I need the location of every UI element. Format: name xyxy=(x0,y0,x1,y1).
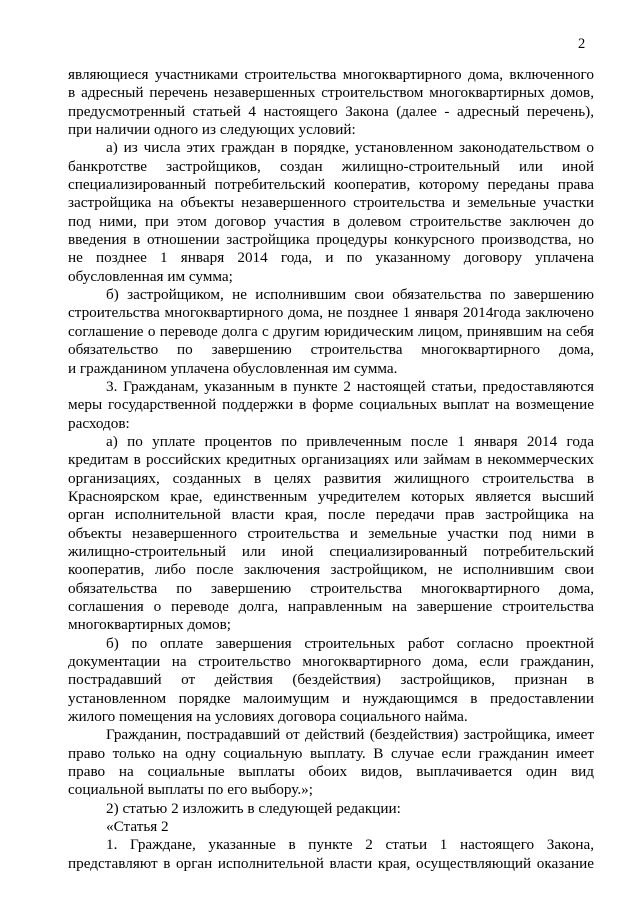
text-line: а) по уплате процентов по привлеченным после 1 января 2014 года xyxy=(106,432,594,450)
text-line: под ними, при этом договор участия в долевом строительстве заключен до xyxy=(68,212,594,230)
text-line: пострадавший от действия (бездействия) застройщиков, признан в xyxy=(68,671,594,689)
text-line: представляют в орган исполнительной власти края, осуществляющий оказание xyxy=(68,854,594,872)
text-line: право на социальные выплаты обоих видов, выплачивается один вид xyxy=(68,763,594,781)
text-line: и гражданином уплачена обусловленная им сумма. xyxy=(68,359,398,377)
text-line: застройщика на объекты незавершенного строительства и земельные участки xyxy=(68,194,594,212)
text-line: специализированный потребительский кооператив, которому переданы права xyxy=(68,176,594,194)
text-line: обусловленная им сумма; xyxy=(68,267,233,285)
text-line: Гражданин, пострадавший от действий (бездействия) застройщика, имеет xyxy=(106,726,594,744)
text-line: меры государственной поддержки в форме социальных выплат на возмещение xyxy=(68,396,594,414)
text-line: в адресный перечень незавершенных строительством многоквартирных домов, xyxy=(68,84,594,102)
text-line: предусмотренный статьей 4 настоящего Закона (далее - адресный перечень), xyxy=(68,102,594,120)
document-body xyxy=(68,66,594,873)
text-line: строительства многоквартирного дома, не позднее 1 января 2014года заключено xyxy=(68,304,594,322)
text-line: соглашения о переводе долга, направленным на завершение строительства xyxy=(68,597,594,615)
text-line: при наличии одного из следующих условий: xyxy=(68,121,356,139)
text-line: орган исполнительной власти края, после передачи прав застройщика на xyxy=(68,506,594,524)
text-line: жилого помещения на условиях договора социального найма. xyxy=(68,708,468,726)
text-line: являющиеся участниками строительства многоквартирного дома, включенного xyxy=(68,66,594,83)
text-line: организациях, созданных в целях развития жилищного строительства в xyxy=(68,469,594,487)
text-line: обязательства по завершению строительства многоквартирного дома, xyxy=(68,579,594,597)
text-line: документации на строительство многоквартирного дома, если гражданин, xyxy=(68,653,594,670)
text-line: а) из числа этих граждан в порядке, установленном законодательством о xyxy=(106,139,594,157)
text-line: 1. Граждане, указанные в пункте 2 статьи 1 настоящего Закона, xyxy=(106,836,594,854)
text-line: обязательство по завершению строительства многоквартирного дома, xyxy=(68,341,594,359)
text-line: расходов: xyxy=(68,414,130,432)
text-line: право только на одну социальную выплату. В случае если гражданин имеет xyxy=(68,744,594,762)
page-number: 2 xyxy=(578,36,586,52)
text-line: Красноярском крае, единственным учредителем которых является высший xyxy=(68,487,594,505)
text-line: банкротстве застройщиков, создан жилищно-строительный или иной xyxy=(68,157,594,175)
text-line: кооператив, либо после заключения застройщиком, не исполнившим свои xyxy=(68,561,594,579)
text-line: жилищно-строительный или иной специализированный потребительский xyxy=(68,542,594,560)
text-line: соглашение о переводе долга с другим юридическим лицом, принявшим на себя xyxy=(68,322,594,340)
text-line: б) по оплате завершения строительных работ согласно проектной xyxy=(106,634,594,652)
text-line: «Статья 2 xyxy=(106,818,169,836)
text-line: объекты незавершенного строительства и земельные участки под ними в xyxy=(68,524,594,542)
text-line: б) застройщиком, не исполнившим свои обязательства по завершению xyxy=(106,286,594,304)
text-line: не позднее 1 января 2014 года, и по указанному договору уплачена xyxy=(68,249,594,267)
text-line: введения в отношении застройщика процедуры конкурсного производства, но xyxy=(68,231,594,249)
text-line: 3. Гражданам, указанным в пункте 2 настоящей статьи, предоставляются xyxy=(106,377,594,395)
text-line: 2) статью 2 изложить в следующей редакции: xyxy=(106,799,401,817)
text-line: многоквартирных домов; xyxy=(68,616,231,634)
text-line: установленном порядке малоимущим и нуждающимся в предоставлении xyxy=(68,689,594,707)
text-line: кредитам в российских кредитных организациях или займам в некоммерческих xyxy=(68,451,594,469)
text-line: социальной выплаты по его выбору.»; xyxy=(68,781,313,799)
